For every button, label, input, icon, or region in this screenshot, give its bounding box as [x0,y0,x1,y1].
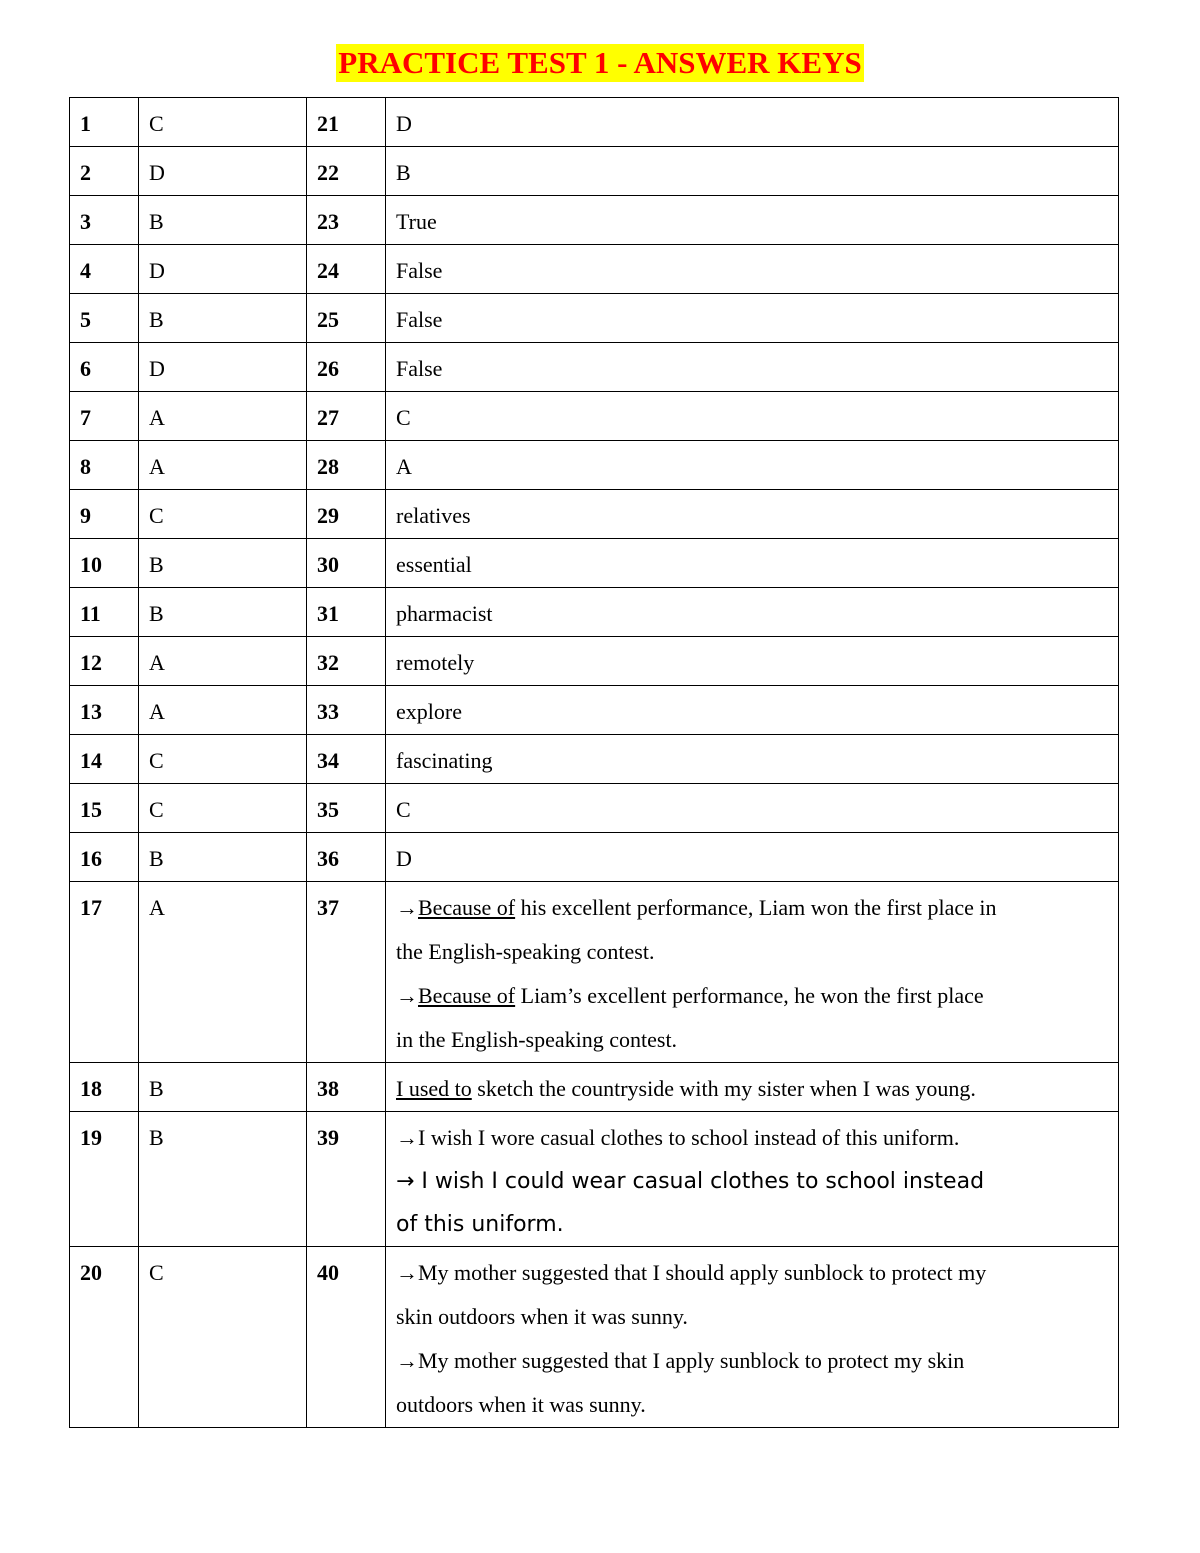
answer-cell-text: B [149,552,164,577]
answer-line [396,592,1108,636]
answer-text: A [396,454,412,479]
question-number-text: 24 [317,258,339,283]
question-number [307,637,386,686]
question-number [70,196,139,245]
table-row [70,588,1119,637]
answer-line [396,396,1108,440]
question-number-text: 35 [317,797,339,822]
answer-text: explore [396,699,462,724]
answer-cell-long [386,882,1119,1063]
answer-line [396,151,1108,195]
table-row [70,392,1119,441]
answer-text: False [396,258,443,283]
answer-line [396,641,1108,685]
question-number [307,588,386,637]
question-number-text: 16 [80,846,102,871]
question-number-text: 14 [80,748,102,773]
answer-cell-text: A [149,895,165,920]
answer-line [396,1203,1108,1246]
answer-text: I wish I could wear casual clothes to school instead [414,1169,985,1194]
question-number [307,539,386,588]
question-number-text: 26 [317,356,339,381]
question-number [307,343,386,392]
answer-cell-long [386,539,1119,588]
answer-text: D [396,111,412,136]
answer-cell-long [386,147,1119,196]
question-number [70,98,139,147]
answer-cell-long [386,392,1119,441]
answer-cell-text: B [149,1076,164,1101]
answer-cell-text: D [149,160,165,185]
answer-text: sketch the countryside with my sister when I was young. [471,1076,976,1101]
answer-cell-long [386,588,1119,637]
answer-cell-text: A [149,650,165,675]
answer-text: his excellent performance, Liam won the first place in [515,895,997,920]
question-number [70,784,139,833]
answer-cell [139,441,307,490]
answer-cell [139,833,307,882]
answer-cell-long [386,294,1119,343]
question-number [307,882,386,1063]
question-number [307,784,386,833]
page-title: PRACTICE TEST 1 - ANSWER KEYS [338,45,862,80]
table-row [70,1112,1119,1247]
question-number-text: 22 [317,160,339,185]
question-number [307,147,386,196]
question-number [70,490,139,539]
answer-line [396,445,1108,489]
answer-line [396,837,1108,881]
answer-cell [139,1247,307,1428]
question-number [307,245,386,294]
answer-text: fascinating [396,748,493,773]
question-number-text: 1 [80,111,91,136]
answer-text: B [396,160,411,185]
answer-key-body [70,98,1119,1428]
answer-cell-text: B [149,209,164,234]
answer-text: C [396,405,411,430]
question-number [307,1112,386,1247]
answer-text: False [396,356,443,381]
answer-cell [139,245,307,294]
question-number-text: 38 [317,1076,339,1101]
answer-cell [139,686,307,735]
table-row [70,882,1119,1063]
answer-line [396,249,1108,293]
answer-line [396,347,1108,391]
question-number-text: 21 [317,111,339,136]
answer-cell [139,637,307,686]
question-number-text: 2 [80,160,91,185]
question-number [307,392,386,441]
answer-cell-text: A [149,454,165,479]
question-number-text: 37 [317,895,339,920]
question-number-text: 9 [80,503,91,528]
question-number-text: 23 [317,209,339,234]
table-row [70,441,1119,490]
answer-cell [139,294,307,343]
answer-line [396,739,1108,783]
answer-line [396,1116,1108,1160]
table-row [70,539,1119,588]
question-number-text: 19 [80,1125,102,1150]
answer-line [396,200,1108,244]
answer-line [396,1160,1108,1203]
answer-line [396,930,1108,974]
question-number-text: 15 [80,797,102,822]
question-number [70,1247,139,1428]
question-number [70,588,139,637]
answer-cell [139,98,307,147]
answer-line [396,690,1108,734]
question-number [70,1063,139,1112]
answer-text: skin outdoors when it was sunny. [396,1304,688,1329]
question-number-text: 12 [80,650,102,675]
answer-cell [139,392,307,441]
question-number-text: 25 [317,307,339,332]
question-number-text: 30 [317,552,339,577]
answer-cell-text: A [149,699,165,724]
answer-line [396,1251,1108,1295]
answer-cell-text: B [149,846,164,871]
arrow-icon: → [396,895,418,920]
question-number [70,245,139,294]
arrow-icon: → [396,1348,418,1373]
question-number-text: 8 [80,454,91,479]
answer-cell-long [386,1063,1119,1112]
question-number [307,294,386,343]
question-number [70,686,139,735]
question-number [70,882,139,1063]
answer-text: Liam’s excellent performance, he won the first place [515,983,984,1008]
answer-cell-long [386,1112,1119,1247]
table-row [70,343,1119,392]
table-row [70,490,1119,539]
underlined-phrase: Because of [418,895,516,920]
answer-cell-long [386,245,1119,294]
answer-text: remotely [396,650,475,675]
answer-cell [139,147,307,196]
question-number-text: 32 [317,650,339,675]
question-number-text: 6 [80,356,91,381]
answer-cell-text: D [149,258,165,283]
answer-text: D [396,846,412,871]
answer-cell-long [386,441,1119,490]
question-number [307,98,386,147]
question-number-text: 4 [80,258,91,283]
table-row [70,637,1119,686]
question-number [70,147,139,196]
table-row [70,294,1119,343]
answer-text: relatives [396,503,471,528]
answer-cell-text: C [149,748,164,773]
answer-text: the English-speaking contest. [396,939,655,964]
question-number [70,539,139,588]
answer-text: My mother suggested that I should apply sunblock to protect my [418,1260,987,1285]
answer-cell [139,1063,307,1112]
table-row [70,98,1119,147]
answer-text: My mother suggested that I apply sunblock to protect my skin [418,1348,965,1373]
question-number-text: 27 [317,405,339,430]
answer-cell-text: B [149,307,164,332]
answer-cell-long [386,637,1119,686]
answer-cell-long [386,784,1119,833]
question-number-text: 18 [80,1076,102,1101]
table-row [70,833,1119,882]
answer-cell [139,735,307,784]
table-row [70,196,1119,245]
answer-text: pharmacist [396,601,493,626]
question-number [307,196,386,245]
answer-cell [139,196,307,245]
question-number [70,735,139,784]
answer-cell-long [386,735,1119,784]
question-number [307,1063,386,1112]
question-number [70,441,139,490]
answer-cell-long [386,343,1119,392]
question-number [307,735,386,784]
question-number-text: 10 [80,552,102,577]
answer-cell-text: B [149,601,164,626]
question-number-text: 36 [317,846,339,871]
answer-line [396,1067,1108,1111]
answer-line [396,1295,1108,1339]
answer-cell-long [386,1247,1119,1428]
arrow-icon: → [396,1260,418,1285]
answer-line [396,788,1108,832]
answer-line [396,1339,1108,1383]
answer-line [396,298,1108,342]
answer-cell [139,539,307,588]
answer-cell-text: C [149,503,164,528]
answer-cell-text: C [149,797,164,822]
question-number-text: 28 [317,454,339,479]
answer-text: of this uniform. [396,1212,564,1237]
arrow-icon: → [396,983,418,1008]
answer-cell-text: B [149,1125,164,1150]
answer-text: outdoors when it was sunny. [396,1392,646,1417]
table-row [70,735,1119,784]
question-number [70,833,139,882]
question-number-text: 17 [80,895,102,920]
question-number [307,833,386,882]
answer-line [396,1018,1108,1062]
question-number [307,1247,386,1428]
answer-text: True [396,209,437,234]
question-number [70,343,139,392]
answer-cell-long [386,98,1119,147]
answer-text: essential [396,552,472,577]
underlined-phrase: Because of [418,983,516,1008]
answer-line [396,886,1108,930]
question-number-text: 7 [80,405,91,430]
title-wrap [0,44,1200,82]
table-row [70,1247,1119,1428]
question-number-text: 40 [317,1260,339,1285]
answer-cell [139,882,307,1063]
answer-cell [139,343,307,392]
table-row [70,686,1119,735]
answer-cell-text: C [149,1260,164,1285]
answer-text: False [396,307,443,332]
table-row [70,147,1119,196]
answer-line [396,1383,1108,1427]
question-number-text: 34 [317,748,339,773]
answer-text: C [396,797,411,822]
question-number [307,490,386,539]
question-number-text: 33 [317,699,339,724]
answer-line [396,974,1108,1018]
answer-cell-text: D [149,356,165,381]
question-number [307,686,386,735]
answer-cell [139,784,307,833]
question-number [70,294,139,343]
arrow-icon: → [396,1125,418,1150]
answer-line [396,494,1108,538]
answer-cell-long [386,833,1119,882]
question-number-text: 31 [317,601,339,626]
answer-cell-long [386,490,1119,539]
answer-cell-long [386,196,1119,245]
question-number-text: 13 [80,699,102,724]
table-row [70,1063,1119,1112]
table-row [70,245,1119,294]
question-number-text: 29 [317,503,339,528]
underlined-phrase: I used to [396,1076,472,1101]
question-number-text: 20 [80,1260,102,1285]
question-number-text: 3 [80,209,91,234]
answer-cell [139,1112,307,1247]
answer-line [396,543,1108,587]
answer-text: in the English-speaking contest. [396,1027,678,1052]
table-row [70,784,1119,833]
question-number-text: 39 [317,1125,339,1150]
answer-text: I wish I wore casual clothes to school instead of this uniform. [418,1125,960,1150]
question-number [70,637,139,686]
question-number [70,392,139,441]
question-number-text: 11 [80,601,101,626]
answer-cell [139,588,307,637]
question-number-text: 5 [80,307,91,332]
question-number [307,441,386,490]
answer-key-table [69,97,1119,1428]
answer-line [396,102,1108,146]
question-number [70,1112,139,1247]
answer-cell-text: A [149,405,165,430]
answer-cell-long [386,686,1119,735]
answer-cell [139,490,307,539]
arrow-icon: → [396,1169,415,1194]
answer-cell-text: C [149,111,164,136]
